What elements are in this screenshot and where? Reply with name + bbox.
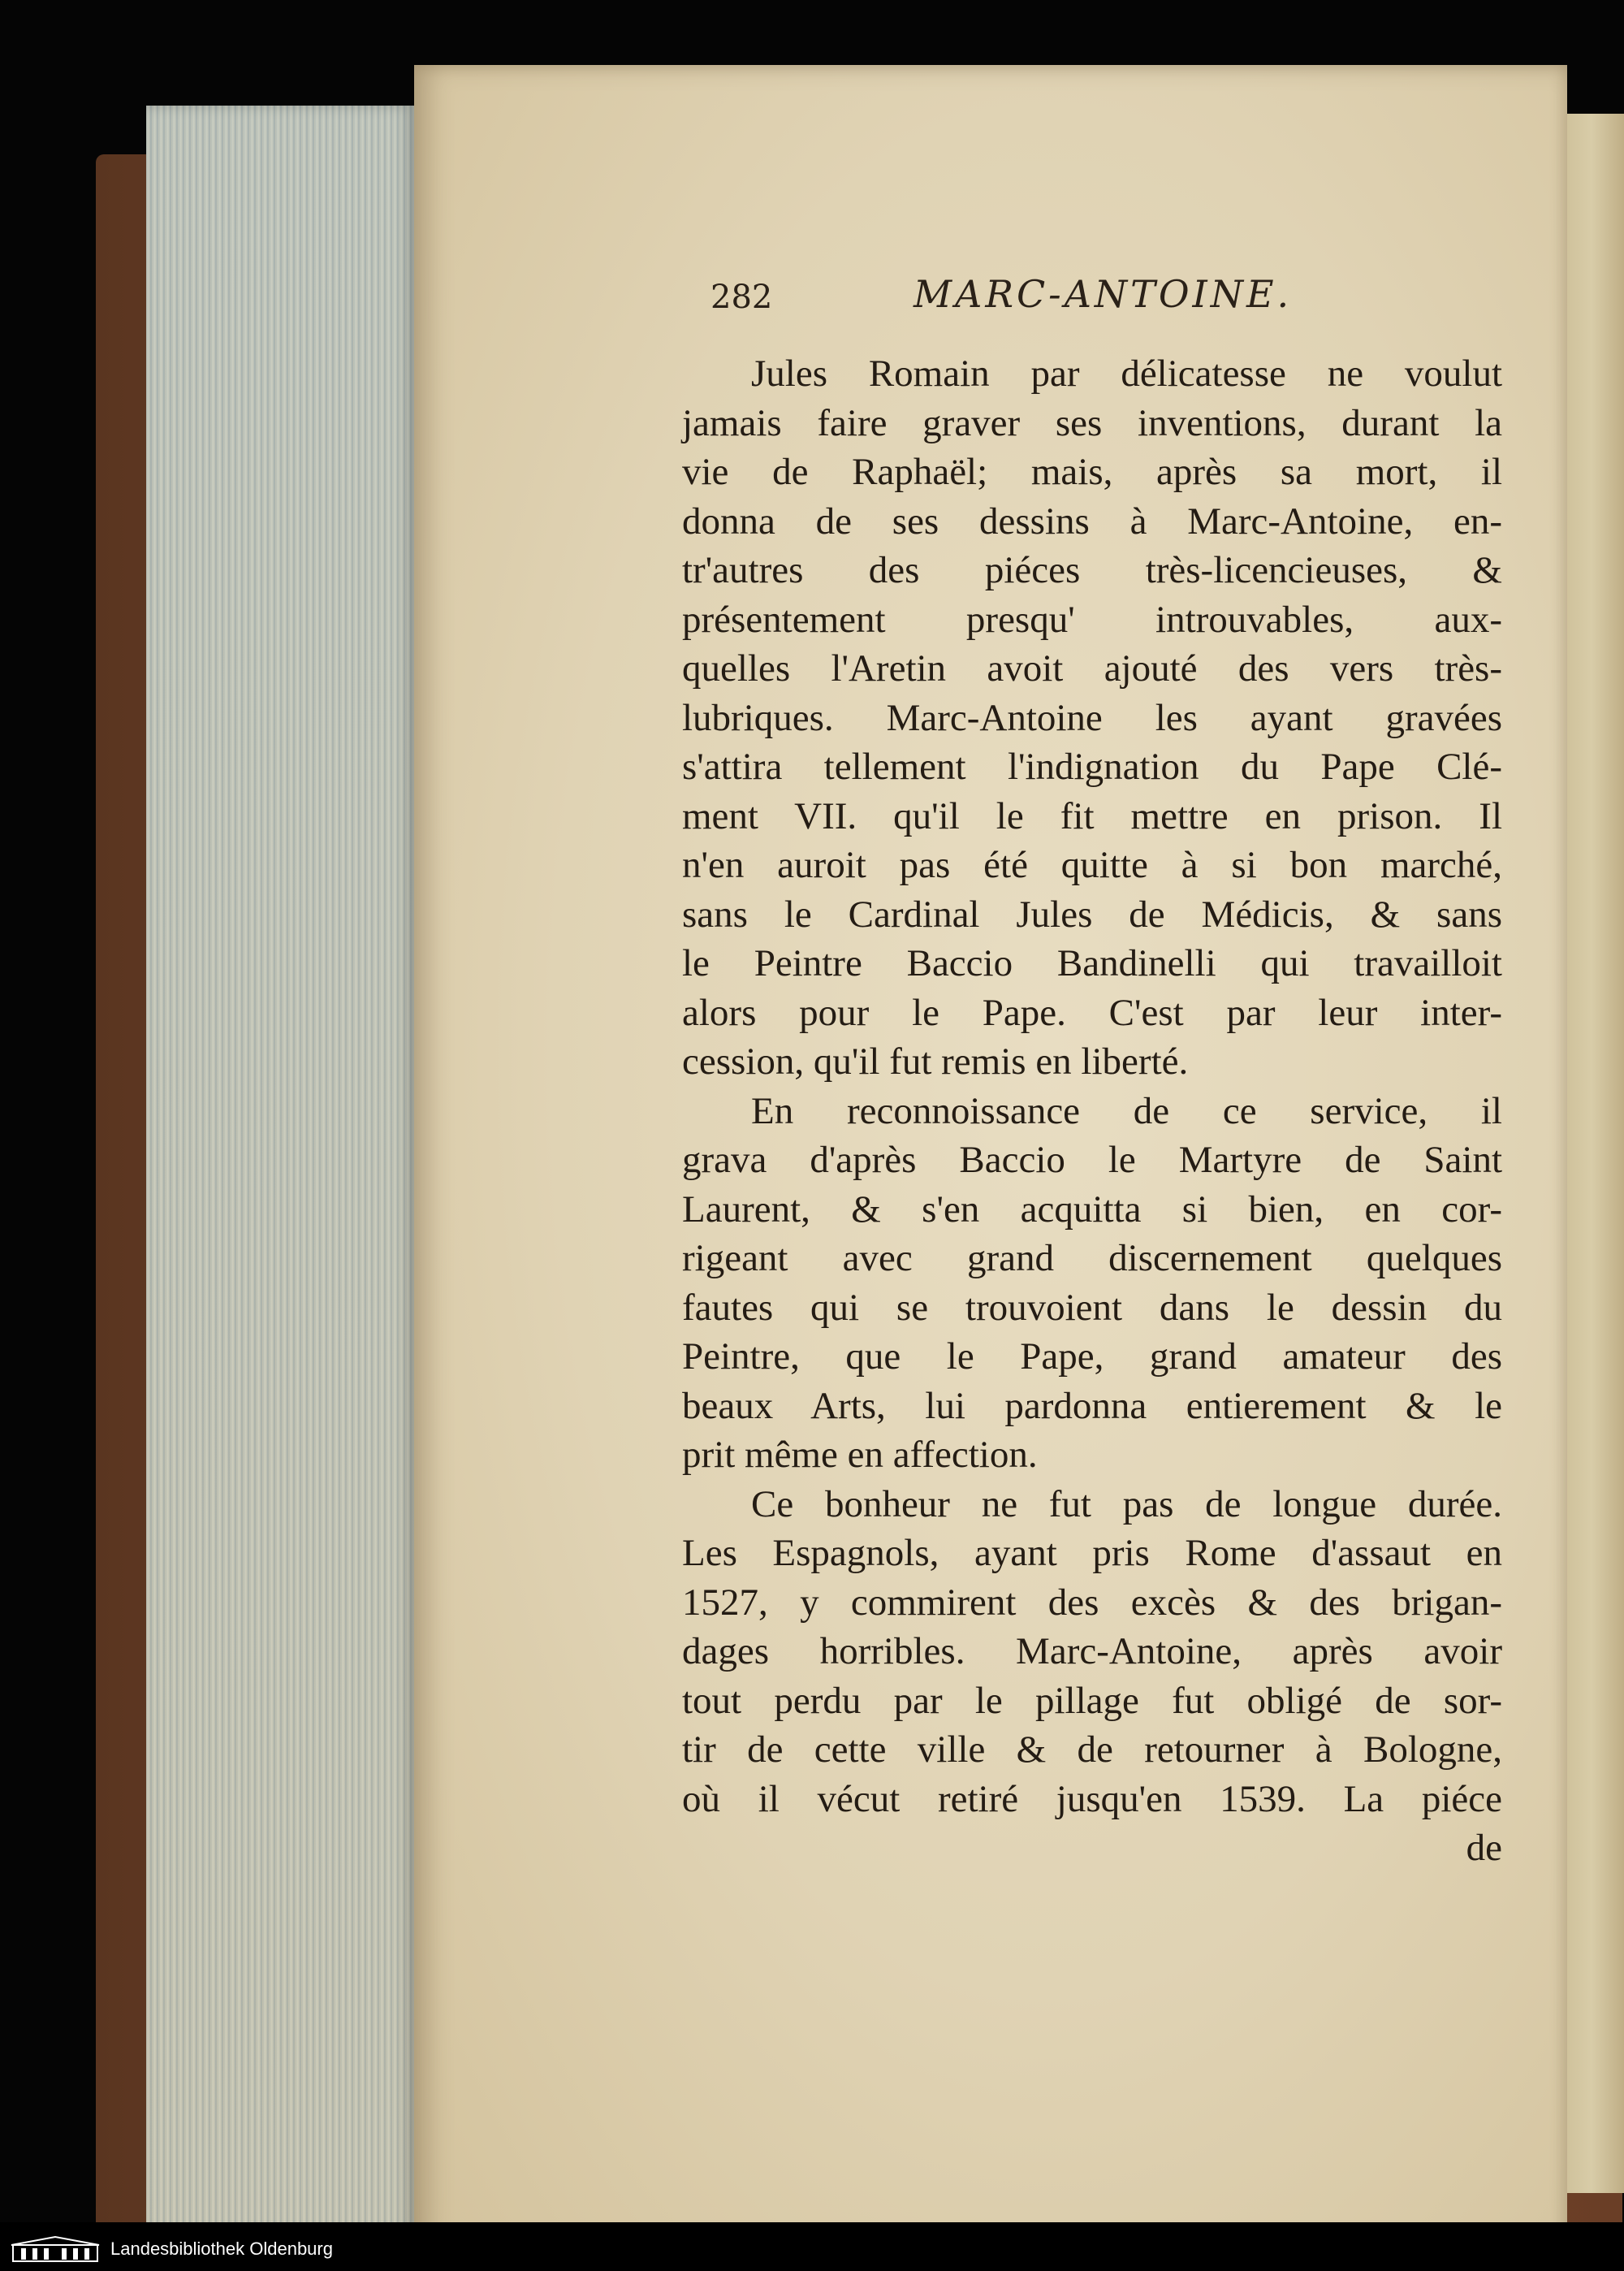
- text-line: En reconnoissance de ce service, il: [751, 1089, 1502, 1132]
- text-line: tout perdu par le pillage fut obligé de sor-: [682, 1679, 1502, 1722]
- text-line: s'attira tellement l'indignation du Pape Clé-: [682, 746, 1502, 788]
- text-line: n'en auroit pas été quitte à si bon marché,: [682, 844, 1502, 886]
- text-line: jamais faire graver ses inventions, durant la: [682, 401, 1502, 444]
- text-line: 1527, y commirent des excès & des brigan-: [682, 1581, 1502, 1624]
- text-line: alors pour le Pape. C'est par leur inter-: [682, 991, 1502, 1034]
- text-line: beaux Arts, lui pardonna entierement & le: [682, 1384, 1502, 1427]
- text-line: présentement presqu' introuvables, aux-: [682, 598, 1502, 641]
- text-line: prit même en affection.: [682, 1434, 1038, 1476]
- text-line: dages horribles. Marc-Antoine, après avoir: [682, 1630, 1502, 1672]
- library-name: Landesbibliothek Oldenburg: [110, 2239, 333, 2259]
- text-line: quelles l'Aretin avoit ajouté des vers très-: [682, 647, 1502, 690]
- text-line: Peintre, que le Pape, grand amateur des: [682, 1335, 1502, 1378]
- book-page: [414, 65, 1567, 2258]
- adjacent-page-edge: [1559, 114, 1624, 2193]
- text-line: rigeant avec grand discernement quelques: [682, 1237, 1502, 1279]
- page-edges-stack: [146, 106, 414, 2234]
- text-line: tr'autres des piéces très-licencieuses, &: [682, 549, 1502, 591]
- text-line: ment VII. qu'il le fit mettre en prison. Il: [682, 794, 1502, 837]
- text-line: cession, qu'il fut remis en liberté.: [682, 1040, 1189, 1083]
- text-line: sans le Cardinal Jules de Médicis, & sans: [682, 893, 1502, 936]
- text-line: où il vécut retiré jusqu'en 1539. La piéce: [682, 1777, 1502, 1820]
- text-line: donna de ses dessins à Marc-Antoine, en-: [682, 500, 1502, 543]
- text-line: vie de Raphaël; mais, après sa mort, il: [682, 451, 1502, 493]
- text-line: tir de cette ville & de retourner à Bologne,: [682, 1728, 1502, 1771]
- running-title: MARC-ANTOINE.: [914, 272, 1293, 316]
- text-line: grava d'après Baccio le Martyre de Saint: [682, 1139, 1502, 1181]
- text-line: Les Espagnols, ayant pris Rome d'assaut en: [682, 1532, 1502, 1574]
- library-building-icon: [10, 2235, 101, 2263]
- text-line: Ce bonheur ne fut pas de longue durée.: [751, 1482, 1502, 1525]
- body-text: [682, 349, 1502, 1873]
- catchword: de: [1466, 1827, 1502, 1869]
- running-header: [710, 272, 1624, 329]
- text-line: fautes qui se trouvoient dans le dessin du: [682, 1286, 1502, 1329]
- text-line: lubriques. Marc-Antoine les ayant gravées: [682, 696, 1502, 739]
- page-number: 282: [710, 279, 773, 316]
- text-line: Jules Romain par délicatesse ne voulut: [751, 353, 1502, 395]
- text-line: le Peintre Baccio Bandinelli qui travailloit: [682, 942, 1502, 984]
- text-line: Laurent, & s'en acquitta si bien, en cor-: [682, 1187, 1502, 1231]
